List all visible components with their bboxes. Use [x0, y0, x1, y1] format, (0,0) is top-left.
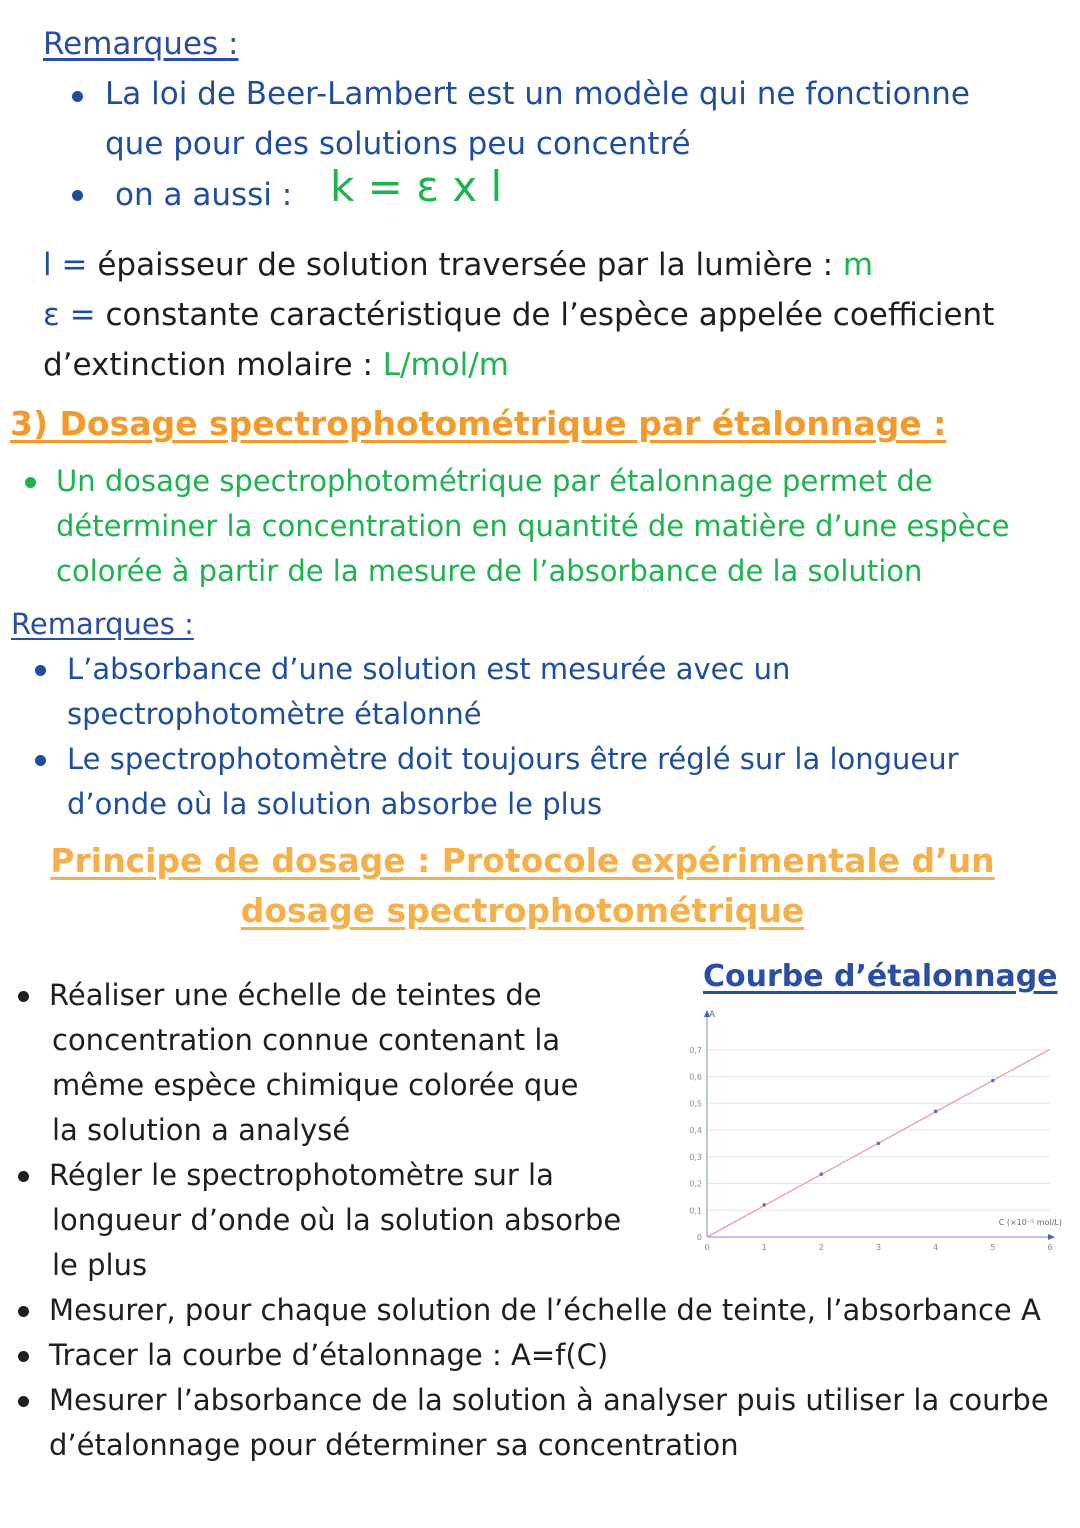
x-tick-label: 6 [1047, 1243, 1053, 1252]
remark-aussi-prefix: on a aussi : [115, 177, 293, 213]
step3-line: Mesurer, pour chaque solution de l’échelle de teinte, l’absorbance A [49, 1293, 1041, 1327]
x-tick-label: 1 [761, 1243, 767, 1252]
definition-epsilon-text: constante caractéristique de l’espèce appelée coefficient [105, 297, 995, 333]
step2-line2: longueur d’onde où la solution absorbe [52, 1203, 622, 1237]
section3-line2: déterminer la concentration en quantité de matière d’une espèce [56, 509, 1010, 543]
bullet-dot [18, 1306, 29, 1317]
y-tick-label: 0,5 [689, 1099, 702, 1109]
remark2-b1-line1: L’absorbance d’une solution est mesurée avec un [67, 652, 791, 686]
y-tick-label: 0,1 [689, 1206, 702, 1216]
chart-y-label: A [709, 1010, 716, 1020]
unit-m: m [842, 247, 874, 283]
bullet-dot [72, 190, 83, 201]
remark-beer-lambert-line1: La loi de Beer-Lambert est un modèle qui ne fonctionne [105, 76, 970, 112]
symbol-l: l [43, 247, 52, 283]
bullet-dot [18, 1396, 29, 1407]
step1-line3: même espèce chimique colorée que [52, 1068, 579, 1102]
unit-l-mol-m: L/mol/m [382, 347, 509, 383]
bullet-dot [18, 991, 29, 1002]
step1-line2: concentration connue contenant la [52, 1023, 561, 1057]
definition-epsilon-line2 [43, 345, 509, 385]
formula-k: k = ε x l [330, 162, 503, 211]
y-tick-label: 0,7 [689, 1045, 702, 1055]
symbol-epsilon: ε [43, 297, 60, 333]
equals-sign: = [59, 297, 106, 333]
remarks-heading: Remarques : [43, 26, 239, 62]
step1-line1: Réaliser une échelle de teintes de [49, 978, 542, 1012]
step4-line: Tracer la courbe d’étalonnage : A=f(C) [49, 1338, 609, 1372]
x-tick-label: 4 [933, 1243, 939, 1252]
bullet-dot [25, 477, 36, 488]
step2-line3: le plus [52, 1248, 148, 1282]
step1-line4: la solution a analysé [52, 1113, 351, 1147]
y-tick-label: 0 [696, 1233, 702, 1242]
data-point [934, 1109, 938, 1113]
y-tick-label: 0,6 [689, 1072, 702, 1082]
bullet-dot [35, 665, 46, 676]
definition-epsilon [43, 295, 994, 335]
x-tick-label: 3 [875, 1243, 882, 1252]
section-3-title: 3) Dosage spectrophotométrique par étalonnage : [10, 404, 947, 443]
bullet-dot [18, 1171, 29, 1182]
bullet-dot [35, 755, 46, 766]
x-axis-arrow [1048, 1234, 1055, 1240]
step2-line1: Régler le spectrophotomètre sur la [49, 1158, 554, 1192]
x-tick-label: 5 [990, 1243, 996, 1252]
principle-title-line2: dosage spectrophotométrique [240, 891, 805, 930]
equals-sign: = [51, 247, 98, 283]
step5-line1: Mesurer l’absorbance de la solution à analyser puis utiliser la courbe [49, 1383, 1049, 1417]
data-point [820, 1172, 824, 1176]
data-point [762, 1203, 766, 1207]
calibration-chart [680, 1005, 1070, 1270]
section3-line1: Un dosage spectrophotométrique par étalonnage permet de [56, 464, 933, 498]
remark2-b1-line2: spectrophotomètre étalonné [67, 697, 482, 731]
x-tick-label: 0 [704, 1243, 710, 1252]
definition-epsilon-text2: d’extinction molaire : [43, 347, 383, 383]
remarks2-heading: Remarques : [11, 607, 194, 641]
remark2-b2-line1: Le spectrophotomètre doit toujours être réglé sur la longueur [67, 742, 959, 776]
section3-line3: colorée à partir de la mesure de l’absorbance de la solution [56, 554, 923, 588]
remark-beer-lambert-line2: que pour des solutions peu concentré [105, 126, 691, 162]
bullet-dot [18, 1351, 29, 1362]
definition-l [43, 245, 873, 285]
chart-x-label: C (×10⁻⁵ mol/L) [998, 1218, 1062, 1227]
chart-grid [707, 1050, 1050, 1211]
y-tick-label: 0,2 [689, 1179, 702, 1189]
y-tick-label: 0,4 [689, 1126, 702, 1135]
y-tick-label: 0,3 [689, 1152, 702, 1162]
bullet-dot [72, 91, 83, 102]
chart-title: Courbe d’étalonnage [703, 959, 1058, 994]
remark2-b2-line2: d’onde où la solution absorbe le plus [67, 787, 603, 821]
data-point [991, 1079, 995, 1083]
x-tick-label: 2 [818, 1243, 824, 1252]
definition-l-text: épaisseur de solution traversée par la lumière : [97, 247, 843, 283]
step5-line2: d’étalonnage pour déterminer sa concentration [49, 1428, 739, 1462]
principle-title-line1: Principe de dosage : Protocole expérimentale d’un [50, 841, 995, 880]
data-point [877, 1142, 881, 1146]
chart-axes [704, 1010, 1055, 1240]
